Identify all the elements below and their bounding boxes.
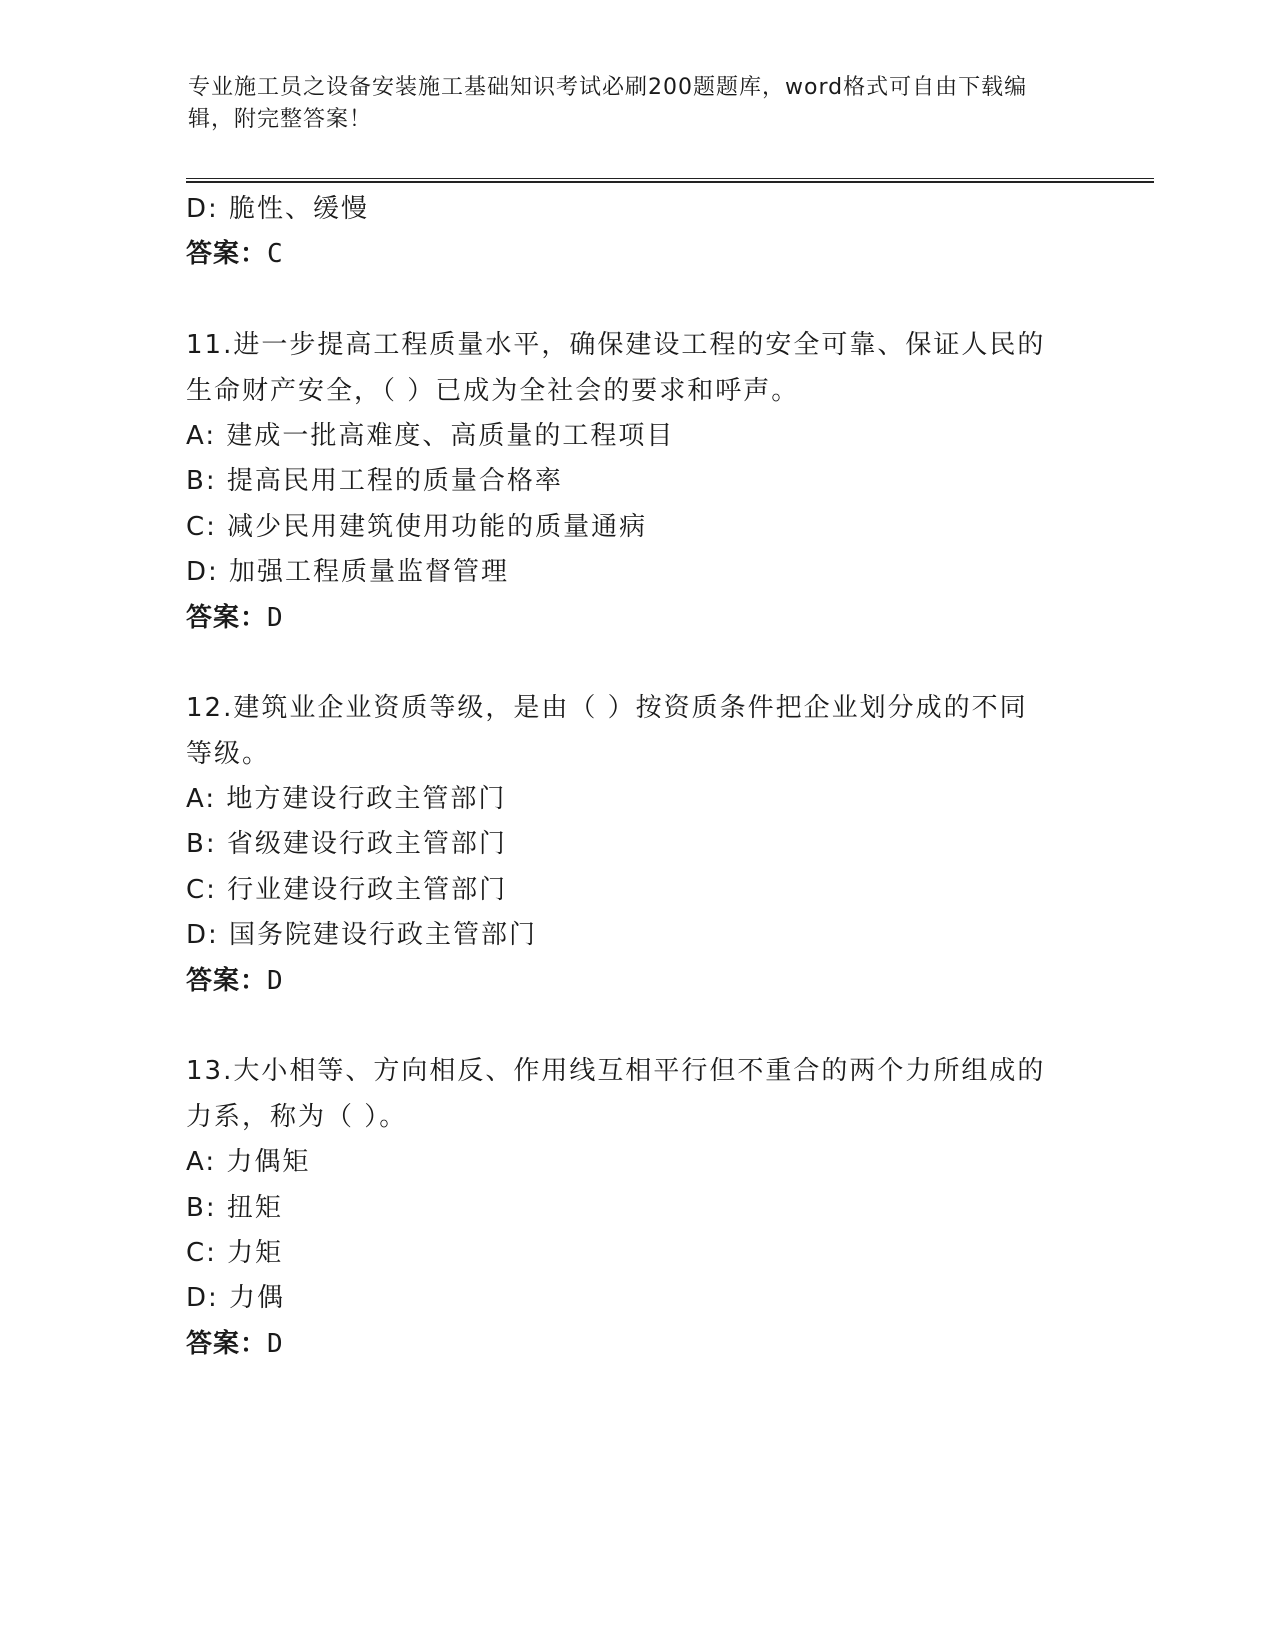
option-a: A: 地方建设行政主管部门 xyxy=(186,784,507,815)
answer-value: C xyxy=(267,239,284,270)
answer-line xyxy=(186,959,1086,1004)
question-block xyxy=(186,686,1086,1004)
header-divider xyxy=(186,178,1154,183)
option-c: C: 力矩 xyxy=(186,1237,284,1268)
question-spacer xyxy=(186,1004,1086,1049)
option-c: C: 减少民用建筑使用功能的质量通病 xyxy=(186,511,648,542)
question-spacer xyxy=(186,641,1086,686)
answer-label: 答案： xyxy=(186,965,268,996)
document-header xyxy=(188,72,1068,136)
option-d: D: 加强工程质量监督管理 xyxy=(186,557,510,588)
answer-value: D xyxy=(267,1328,284,1359)
question-stem-line: 生命财产安全，（ ）已成为全社会的要求和呼声。 xyxy=(186,375,800,406)
answer-label: 答案： xyxy=(186,1328,268,1359)
option-a: A: 力偶矩 xyxy=(186,1147,311,1178)
answer-line xyxy=(186,596,1086,641)
question-block xyxy=(186,1049,1086,1367)
option-d: D: 脆性、缓慢 xyxy=(186,194,370,224)
answer-value: D xyxy=(267,602,284,633)
option-a: A: 建成一批高难度、高质量的工程项目 xyxy=(186,420,675,451)
question-stem-line: 等级。 xyxy=(186,738,271,769)
option-b: B: 提高民用工程的质量合格率 xyxy=(186,466,563,497)
answer-value: D xyxy=(267,965,284,996)
answer-label: 答案： xyxy=(186,239,268,270)
question-stem-line: 11.进一步提高工程质量水平，确保建设工程的安全可靠、保证人民的 xyxy=(186,330,1046,361)
question-stem-line: 12.建筑业企业资质等级，是由（ ）按资质条件把企业划分成的不同 xyxy=(186,693,1028,724)
answer-line xyxy=(186,1322,1086,1367)
document-body xyxy=(186,187,1086,1367)
option-b: B: 省级建设行政主管部门 xyxy=(186,829,507,860)
option-d: D: 国务院建设行政主管部门 xyxy=(186,920,538,951)
header-text: 专业施工员之设备安装施工基础知识考试必刷200题题库，word格式可自由下载编辑，附完整答案！ xyxy=(188,75,1028,132)
option-d: D: 力偶 xyxy=(186,1283,286,1314)
question-stem-line: 13.大小相等、方向相反、作用线互相平行但不重合的两个力所组成的 xyxy=(186,1056,1046,1087)
option-c: C: 行业建设行政主管部门 xyxy=(186,874,508,905)
question-stem-line: 力系，称为（ ）。 xyxy=(186,1101,408,1132)
answer-label: 答案： xyxy=(186,602,268,633)
option-b: B: 扭矩 xyxy=(186,1192,283,1223)
answer-line xyxy=(186,232,1086,277)
question-spacer xyxy=(186,278,1086,323)
question-block xyxy=(186,323,1086,641)
